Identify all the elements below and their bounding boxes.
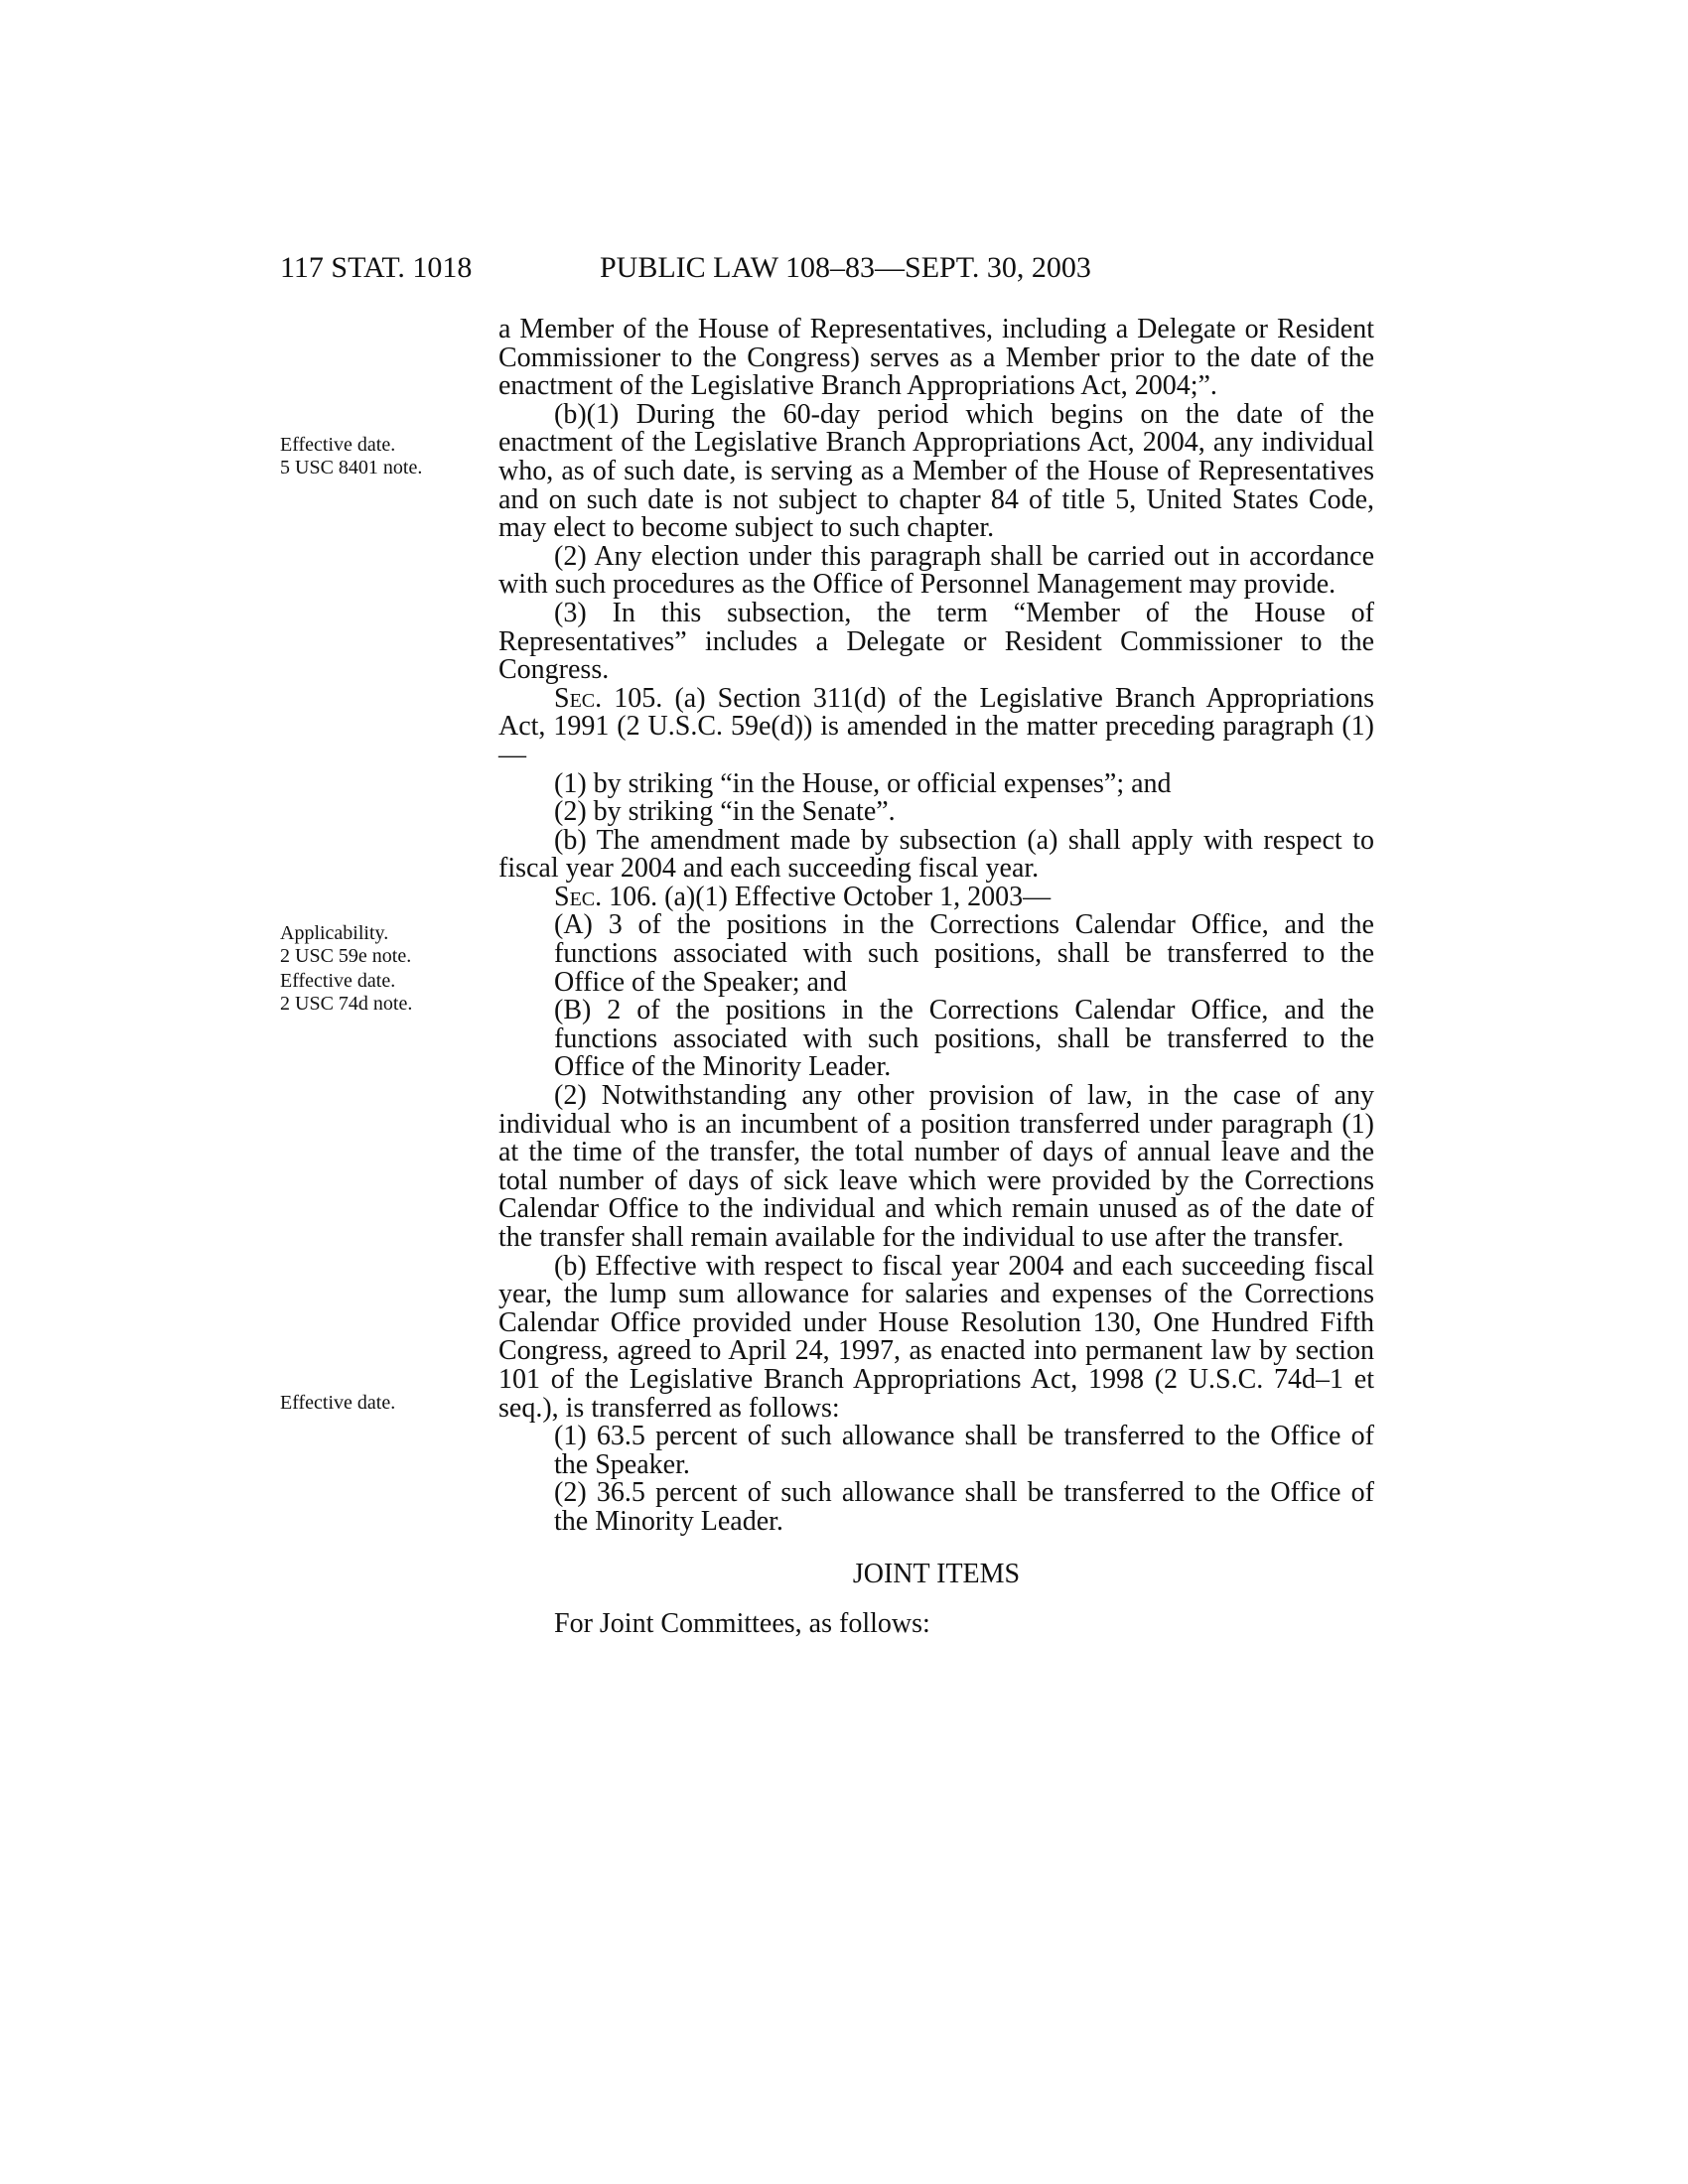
margin-note-line: Effective date. <box>280 434 396 456</box>
list-item: (1) by striking “in the House, or official expenses”; and <box>554 767 1172 799</box>
margin-note-applicability <box>280 922 479 968</box>
statute-body <box>498 316 1374 1639</box>
paragraph: (b) Effective with respect to fiscal year 2004 and each succeeding fiscal year, the lump sum allowance for salaries and expenses of the Corrections Calendar Office provided under House Resolution 130, One Hundred Fifth Congress, agreed to April 24, 1997, as enacted into permanent law by section 101 of the Legislative Branch Appropriations Act, 1998 (2 U.S.C. 74d–1 et seq.), is transferred as follows: <box>498 1250 1374 1424</box>
section-label: Sec. 105. <box>554 682 663 714</box>
statute-page-number: 117 STAT. 1018 <box>280 251 473 284</box>
list-item: (1) 63.5 percent of such allowance shall be transferred to the Office of the Speaker. <box>554 1421 1374 1480</box>
list-item: (2) 36.5 percent of such allowance shall be transferred to the Office of the Minority Leader. <box>554 1477 1374 1537</box>
public-law-citation: PUBLIC LAW 108–83—SEPT. 30, 2003 <box>600 251 1091 284</box>
paragraph: (b)(1) During the 60-day period which begins on the date of the enactment of the Legislative Branch Appropriations Act, 2004, any individual who, as of such date, is serving as a Member of the House of Representatives and on such date is not subject to chapter 84 of title 5, United States Code, may elect to become subject to such chapter. <box>498 398 1374 544</box>
paragraph: (2) Notwithstanding any other provision of law, in the case of any individual who is an incumbent of a position transferred under paragraph (1) at the time of the transfer, the total number of days of annual leave and the total number of days of sick leave which were provided by the Corrections Calendar Office to the individual and which remain unused as of the date of the transfer shall remain available for the individual to use after the transfer. <box>498 1080 1374 1253</box>
margin-note-line: Effective date. <box>280 970 396 992</box>
list-item: (B) 2 of the positions in the Corrections Calendar Office, and the functions associated with such positions, shall be transferred to the Office of the Minority Leader. <box>554 995 1374 1083</box>
paragraph: a Member of the House of Representatives, including a Delegate or Resident Commissioner to the Congress) serves as a Member prior to the date of the enactment of the Legislative Branch Appropriations Act, 2004;”. <box>498 314 1374 402</box>
section-text: (a) Section 311(d) of the Legislative Branch Appropriations Act, 1991 (2 U.S.C. 59e(d)) is amended in the matter preceding paragraph (1)— <box>498 682 1374 770</box>
margin-note-line: 5 USC 8401 note. <box>280 457 423 478</box>
section-heading: JOINT ITEMS <box>852 1558 1021 1589</box>
section-106 <box>498 881 1374 912</box>
margin-note-line: Applicability. <box>280 922 389 944</box>
paragraph: For Joint Committees, as follows: <box>554 1608 930 1640</box>
margin-note-line: Effective date. <box>280 1392 396 1414</box>
margin-note-line: 2 USC 74d note. <box>280 993 413 1015</box>
paragraph: (3) In this subsection, the term “Member of the House of Representatives” includes a Delegate or Resident Commissioner to the Congress. <box>498 597 1374 686</box>
paragraph: (2) Any election under this paragraph shall be carried out in accordance with such procedures as the Office of Personnel Management may provide. <box>498 540 1374 601</box>
list-item: (A) 3 of the positions in the Corrections Calendar Office, and the functions associated with such positions, shall be transferred to the Office of the Speaker; and <box>554 909 1374 998</box>
margin-note-effective-date-1 <box>280 434 479 479</box>
section-label: Sec. 106. <box>554 881 658 912</box>
page-header <box>0 248 1688 288</box>
margin-note-effective-date-3 <box>280 1392 479 1415</box>
section-text: (a)(1) Effective October 1, 2003— <box>657 881 1052 912</box>
margin-note-effective-date-2 <box>280 970 479 1016</box>
section-105 <box>498 682 1374 770</box>
margin-note-line: 2 USC 59e note. <box>280 945 412 967</box>
paragraph: (b) The amendment made by subsection (a) shall apply with respect to fiscal year 2004 and each succeeding fiscal year. <box>498 824 1374 885</box>
list-item: (2) by striking “in the Senate”. <box>554 796 896 828</box>
